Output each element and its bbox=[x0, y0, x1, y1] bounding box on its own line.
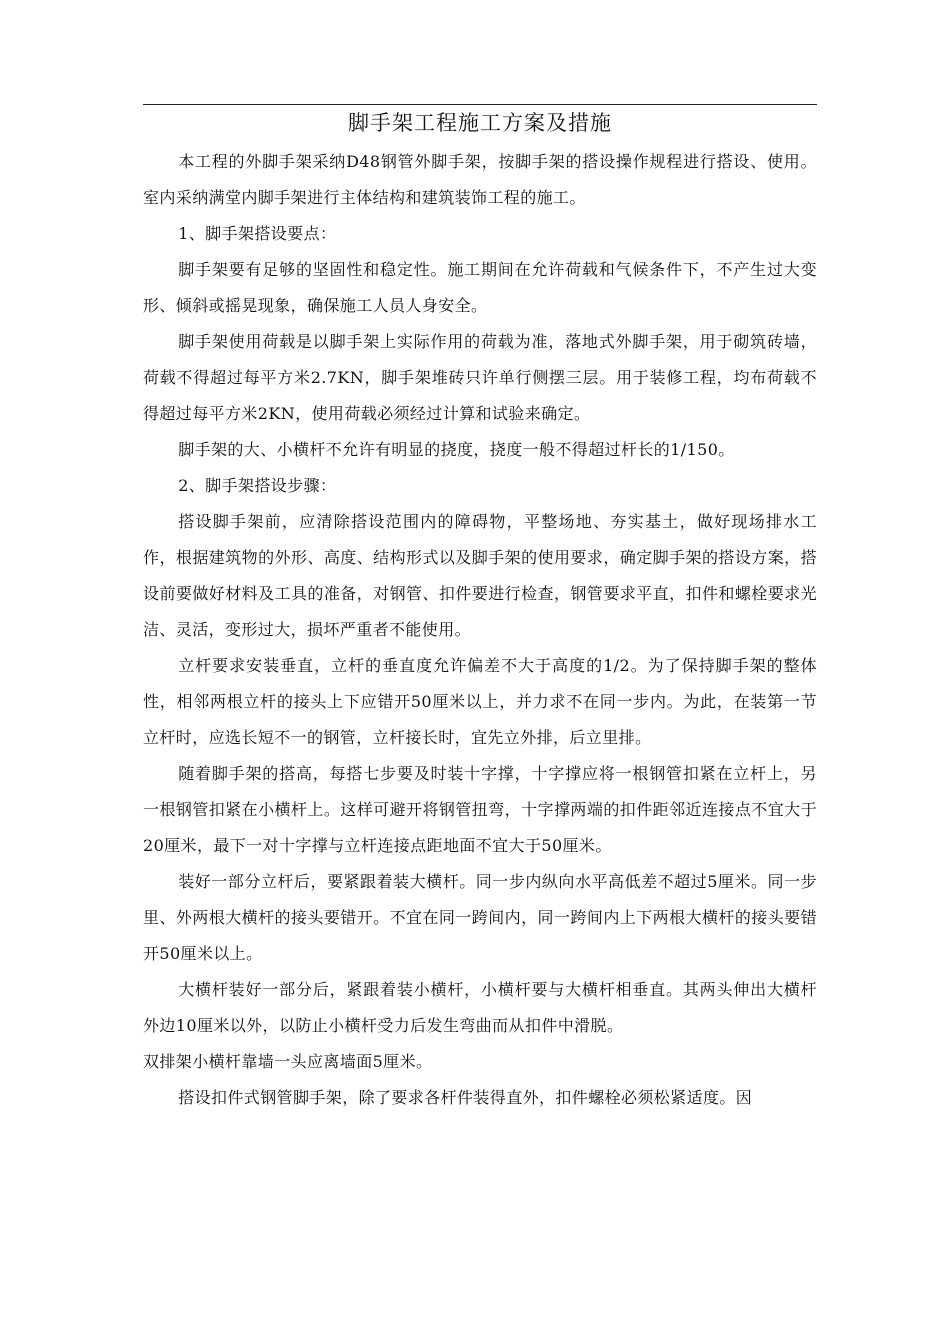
header-rule bbox=[143, 104, 817, 105]
paragraph: 随着脚手架的搭高，每搭七步要及时装十字撑，十字撑应将一根钢管扣紧在立杆上，另一根钢管扣紧在小横杆上。这样可避开将钢管扭弯，十字撑两端的扣件距邻近连接点不宜大于20厘米，最下一对十字撑与立杆连接点距地面不宜大于50厘米。 bbox=[143, 764, 817, 855]
paragraph: 装好一部分立杆后，要紧跟着装大横杆。同一步内纵向水平高低差不超过5厘米。同一步里、外两根大横杆的接头要错开。不宜在同一跨间内，同一跨间内上下两根大横杆的接头要错开50厘米以上。 bbox=[143, 872, 817, 963]
paragraph: 脚手架使用荷载是以脚手架上实际作用的荷载为准，落地式外脚手架，用于砌筑砖墙，荷载不得超过每平方米2.7KN，脚手架堆砖只许单行侧摆三层。用于装修工程，均布荷载不得超过每平方米2KN，使用荷载必须经过计算和试验来确定。 bbox=[143, 332, 817, 423]
paragraph: 本工程的外脚手架采纳D48钢管外脚手架，按脚手架的搭设操作规程进行搭设、使用。室内采纳满堂内脚手架进行主体结构和建筑装饰工程的施工。 bbox=[143, 152, 817, 207]
paragraph: 脚手架的大、小横杆不允许有明显的挠度，挠度一般不得超过杆长的1/150。 bbox=[178, 440, 735, 459]
paragraph: 双排架小横杆靠墙一头应离墙面5厘米。 bbox=[143, 1052, 433, 1071]
paragraph: 搭设扣件式钢管脚手架，除了要求各杆件装得直外，扣件螺栓必须松紧适度。因 bbox=[178, 1088, 753, 1107]
document-body bbox=[143, 144, 817, 1116]
section-heading: 2、脚手架搭设步骤： bbox=[178, 476, 337, 495]
paragraph: 脚手架要有足够的坚固性和稳定性。施工期间在允许荷载和气候条件下，不产生过大变形、倾斜或摇晃现象，确保施工人员人身安全。 bbox=[143, 260, 817, 315]
paragraph: 立杆要求安装垂直，立杆的垂直度允许偏差不大于高度的1/2。为了保持脚手架的整体性，相邻两根立杆的接头上下应错开50厘米以上，并力求不在同一步内。为此，在装第一节立杆时，应选长短不一的钢管，立杆接长时，宜先立外排，后立里排。 bbox=[143, 656, 817, 747]
paragraph: 大横杆装好一部分后，紧跟着装小横杆，小横杆要与大横杆相垂直。其两头伸出大横杆外边10厘米以外，以防止小横杆受力后发生弯曲而从扣件中滑脱。 bbox=[143, 980, 817, 1035]
section-heading: 1、脚手架搭设要点： bbox=[178, 224, 337, 243]
document-title: 脚手架工程施工方案及措施 bbox=[348, 111, 612, 135]
paragraph: 搭设脚手架前，应清除搭设范围内的障碍物，平整场地、夯实基土，做好现场排水工作，根据建筑物的外形、高度、结构形式以及脚手架的使用要求，确定脚手架的搭设方案，搭设前要做好材料及工具的准备，对钢管、扣件要进行检查，钢管要求平直，扣件和螺栓要求光洁、灵活，变形过大，损坏严重者不能使用。 bbox=[143, 512, 817, 639]
